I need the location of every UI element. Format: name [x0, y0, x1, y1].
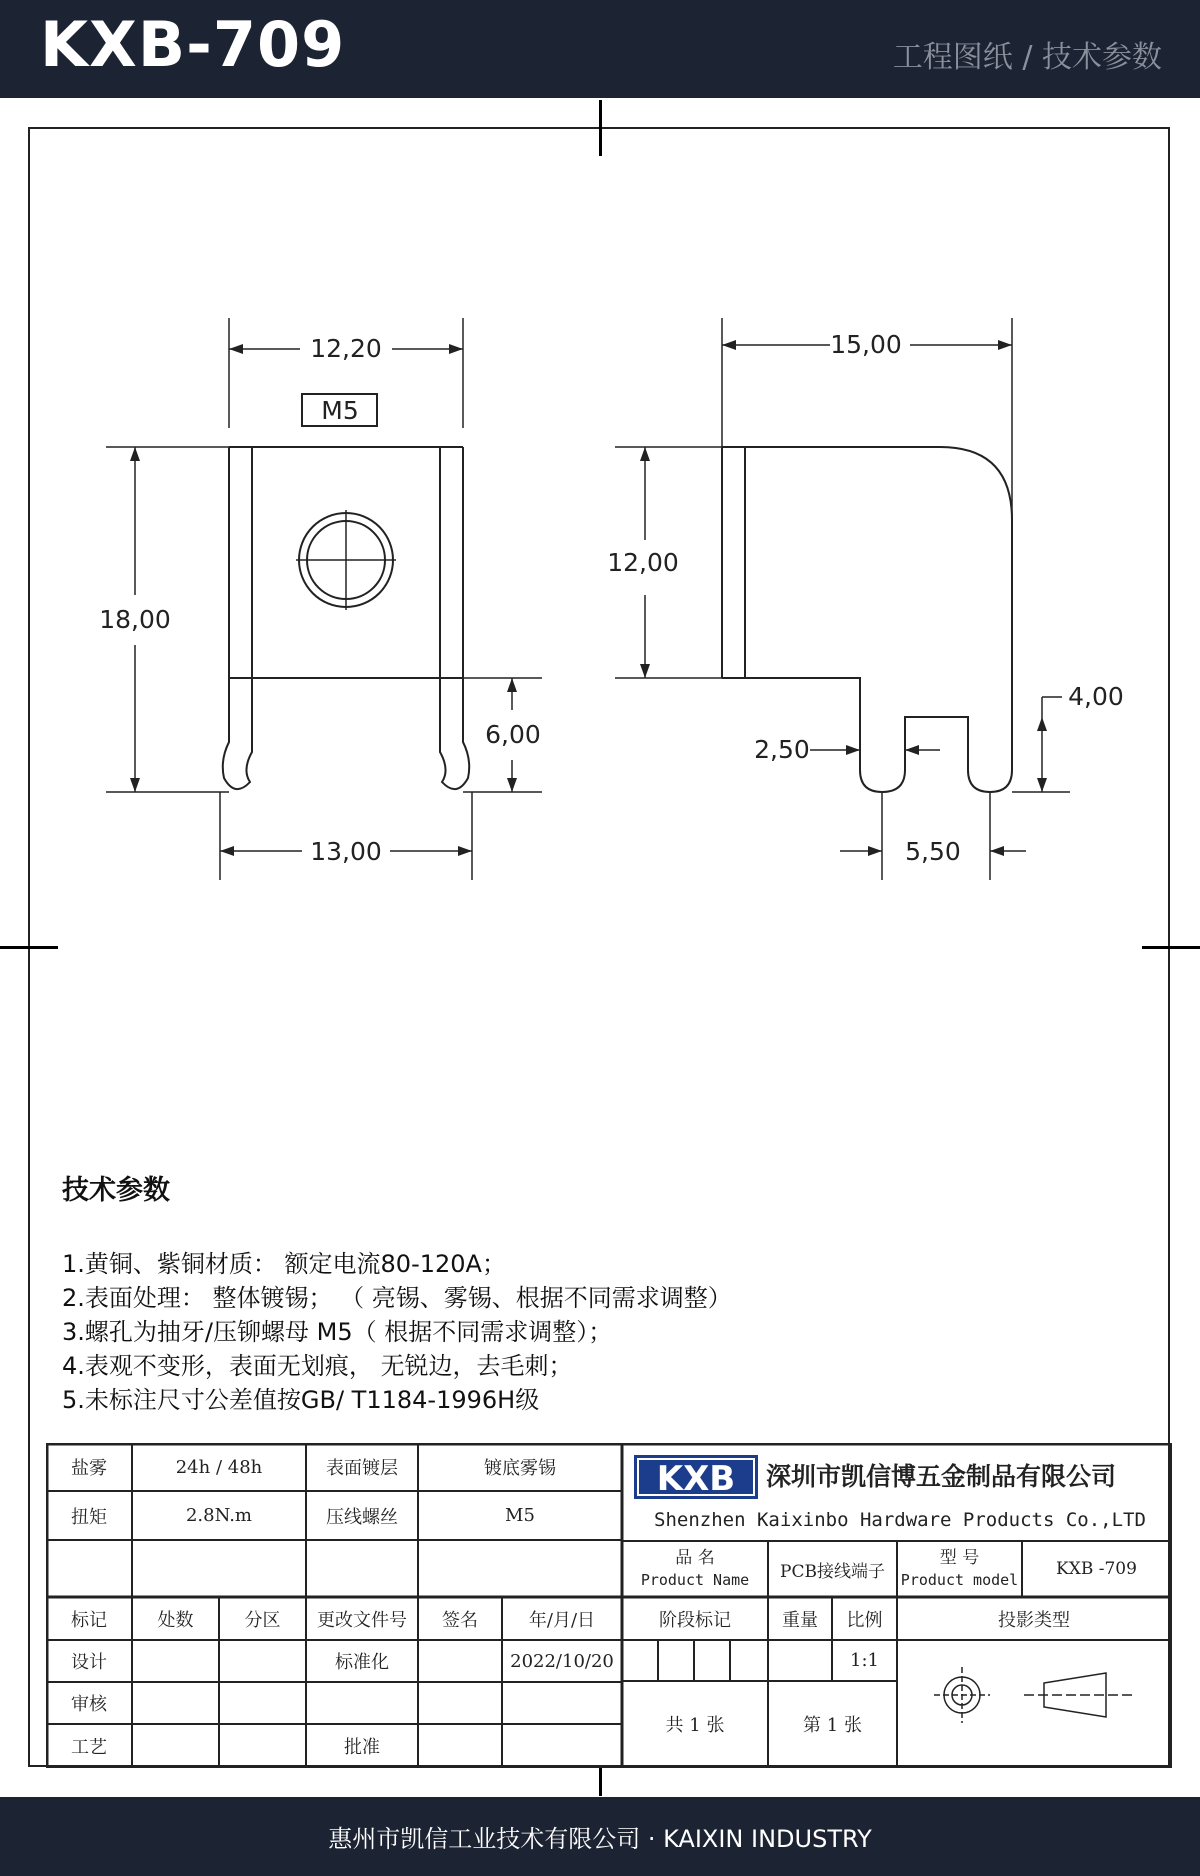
note-line: 1.黄铜、紫铜材质： 额定电流80-120A；	[62, 1250, 506, 1278]
sign-header: 签名	[442, 1609, 478, 1631]
stage-mark-header: 阶段标记	[659, 1609, 731, 1631]
note-line: 4.表观不变形，表面无划痕， 无锐边，去毛刺；	[62, 1352, 573, 1380]
dim-pin-height: 6,00	[485, 720, 541, 749]
company-name-cn: 深圳市凯信博五金制品有限公司	[766, 1462, 1117, 1491]
note-line: 2.表面处理： 整体镀锡； （ 亮锡、雾锡、根据不同需求调整）	[62, 1284, 732, 1312]
product-model-label	[897, 1541, 1022, 1597]
dim-width-top: 12,20	[310, 334, 382, 363]
dim-side-length: 15,00	[830, 330, 902, 359]
company-name-en: Shenzhen Kaixinbo Hardware Products Co.,LTD	[654, 1509, 1146, 1531]
footer-bar	[0, 1797, 1200, 1876]
change-doc-header: 更改文件号	[317, 1609, 407, 1631]
sheet-number: 第 1 张	[803, 1715, 862, 1736]
dim-pitch: 5,50	[905, 837, 961, 866]
product-name-label	[622, 1541, 768, 1597]
scale-value: 1:1	[850, 1650, 879, 1671]
salt-spray-label: 盐雾	[71, 1458, 107, 1479]
logo-text: KXB	[656, 1459, 736, 1499]
approve-label: 批准	[344, 1736, 380, 1758]
note-line: 3.螺孔为抽牙/压铆螺母 M5（ 根据不同需求调整）；	[62, 1318, 613, 1346]
design-label: 设计	[71, 1652, 107, 1673]
footer-company: 惠州市凯信工业技术有限公司 · KAIXIN INDUSTRY	[328, 1825, 872, 1853]
date-header: 年/月/日	[528, 1609, 596, 1631]
dim-slot-depth: 4,00	[1068, 682, 1124, 711]
plating-value: 镀底雾锡	[484, 1458, 556, 1479]
product-model-label-en: Product model	[900, 1571, 1019, 1589]
product-model-value: KXB -709	[1056, 1559, 1137, 1579]
scale-header: 比例	[846, 1609, 883, 1631]
torque-value: 2.8N.m	[185, 1505, 252, 1526]
note-line: 5.未标注尺寸公差值按GB/ T1184-1996H级	[62, 1386, 540, 1414]
product-name-label-cn: 品 名	[675, 1548, 715, 1568]
torque-label: 扭矩	[71, 1506, 107, 1528]
technical-notes	[62, 1168, 732, 1417]
screw-label: 压线螺丝	[326, 1506, 398, 1528]
salt-spray-value: 24h / 48h	[175, 1456, 263, 1478]
title-block	[46, 1443, 1172, 1768]
notes-title: 技术参数	[62, 1175, 170, 1206]
product-name-label-en: Product Name	[640, 1571, 750, 1589]
company-logo	[634, 1455, 758, 1499]
center-mark-bottom	[599, 1766, 602, 1796]
product-model-label-cn: 型 号	[939, 1548, 980, 1568]
screw-value: M5	[505, 1505, 535, 1526]
dim-slot-width: 2,50	[754, 735, 810, 764]
zone-header: 分区	[244, 1609, 281, 1631]
count-header: 处数	[157, 1609, 194, 1631]
standardize-label: 标准化	[335, 1652, 389, 1673]
review-label: 审核	[71, 1694, 107, 1715]
product-name-value: PCB接线端子	[780, 1561, 885, 1582]
dim-height: 18,00	[99, 605, 171, 634]
weight-header: 重量	[782, 1609, 818, 1631]
section-subtitle: 工程图纸 / 技术参数	[892, 40, 1162, 75]
dim-side-height: 12,00	[607, 548, 679, 577]
thread-label: M5	[321, 396, 359, 425]
projection-header: 投影类型	[998, 1609, 1070, 1631]
product-model-title: KXB-709	[40, 8, 346, 81]
mark-header: 标记	[71, 1609, 107, 1631]
total-sheets: 共 1 张	[665, 1715, 725, 1736]
plating-label: 表面镀层	[326, 1458, 398, 1479]
design-date: 2022/10/20	[510, 1650, 614, 1672]
process-label: 工艺	[71, 1736, 107, 1758]
side-view	[615, 318, 1070, 880]
dim-width-bottom: 13,00	[310, 837, 382, 866]
projection-symbol	[934, 1667, 1136, 1723]
